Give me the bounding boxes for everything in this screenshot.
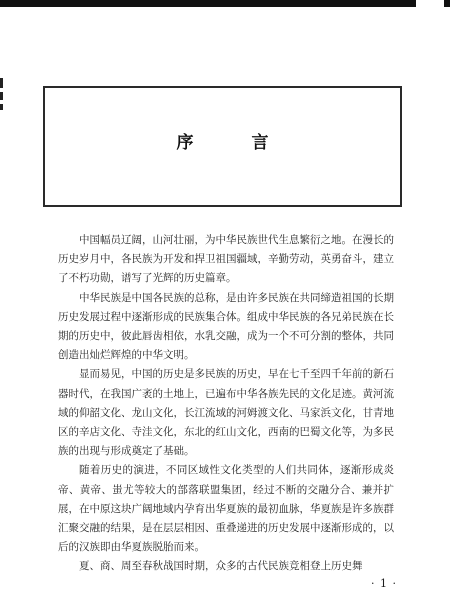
binding-edge-mark	[0, 104, 3, 110]
paragraph: 夏、商、周至春秋战国时期，众多的古代民族竞相登上历史舞	[79, 560, 363, 573]
preface-body	[58, 231, 394, 577]
paragraph: 随着历史的演进，不同区域性文化类型的人们共同体，逐渐形成炎帝、黄帝、蚩尤等较大的部落联盟集团，经过不断的交融分合、兼并扩展，在中原这块广阔地域内孕育出华夏族的最初血脉，华夏族是许多族群汇聚交融的结果，是在层层相因、重叠递进的历史发展中逐渐形成的，以后的汉族即由华夏族脱胎而来。	[58, 464, 394, 554]
scan-top-edge	[0, 0, 450, 7]
paragraph: 中国幅员辽阔，山河壮丽，为中华民族世代生息繁衍之地。在漫长的历史岁月中，各民族为开发和捍卫祖国疆域，辛勤劳动，英勇奋斗，建立了不朽功勋，谱写了光辉的历史篇章。	[58, 234, 394, 285]
binding-edge-mark	[0, 92, 3, 100]
paragraph: 显而易见，中国的历史是多民族的历史，早在七千至四千年前的新石器时代，在我国广袤的土地上，已遍布中华各族先民的文化足迹。黄河流域的仰韶文化、龙山文化，长江流域的河姆渡文化、马家浜文化，甘青地区的辛店文化、寺洼文化，东北的红山文化，西南的巴蜀文化等，为多民族的出现与形成奠定了基础。	[58, 368, 394, 458]
paragraph: 中华民族是中国各民族的总称，是由许多民族在共同缔造祖国的长期历史发展过程中逐渐形成的民族集合体。组成中华民族的各兄弟民族在长期的历史中，彼此唇齿相依，水乳交融，成为一个不可分割的整体，共同创造出灿烂辉煌的中华文明。	[58, 291, 394, 362]
page-title: 序 言	[176, 133, 295, 153]
binding-edge-mark	[0, 78, 3, 88]
page-number: · 1 ·	[371, 577, 397, 590]
scan-top-edge-gap	[416, 0, 444, 7]
title-frame	[43, 86, 402, 207]
